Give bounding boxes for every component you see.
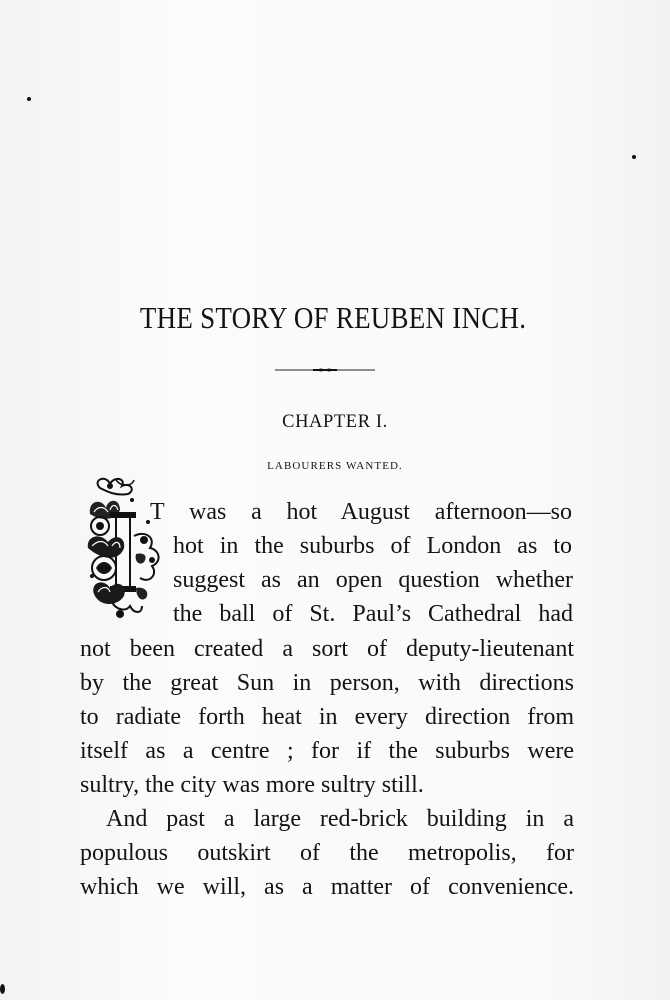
book-title: THE STORY OF REUBEN INCH.	[139, 300, 527, 335]
body-line: the ball of St. Paul’s Cathedral had	[173, 601, 573, 627]
body-line: And past a large red-brick building in a	[106, 806, 574, 832]
chapter-heading: CHAPTER I.	[282, 412, 388, 432]
body-line: hot in the suburbs of London as to	[173, 533, 572, 559]
ornamental-rule	[275, 366, 375, 374]
body-line: T was a hot August afternoon—so	[150, 499, 572, 525]
body-line: not been created a sort of deputy-lieutenant	[80, 636, 574, 662]
body-line: populous outskirt of the metropolis, for	[80, 840, 574, 866]
body-line: by the great Sun in person, with directions	[80, 670, 574, 696]
body-line: to radiate forth heat in every direction from	[80, 704, 574, 730]
scan-speck	[27, 97, 31, 101]
scan-speck	[632, 155, 636, 159]
body-line: sultry, the city was more sultry still.	[80, 772, 424, 798]
body-line: suggest as an open question whether	[173, 567, 573, 593]
body-line: which we will, as a matter of convenience.	[80, 874, 574, 900]
chapter-subtitle: LABOURERS WANTED.	[267, 460, 403, 472]
scan-speck	[0, 984, 5, 994]
body-line: itself as a centre ; for if the suburbs were	[80, 738, 574, 764]
